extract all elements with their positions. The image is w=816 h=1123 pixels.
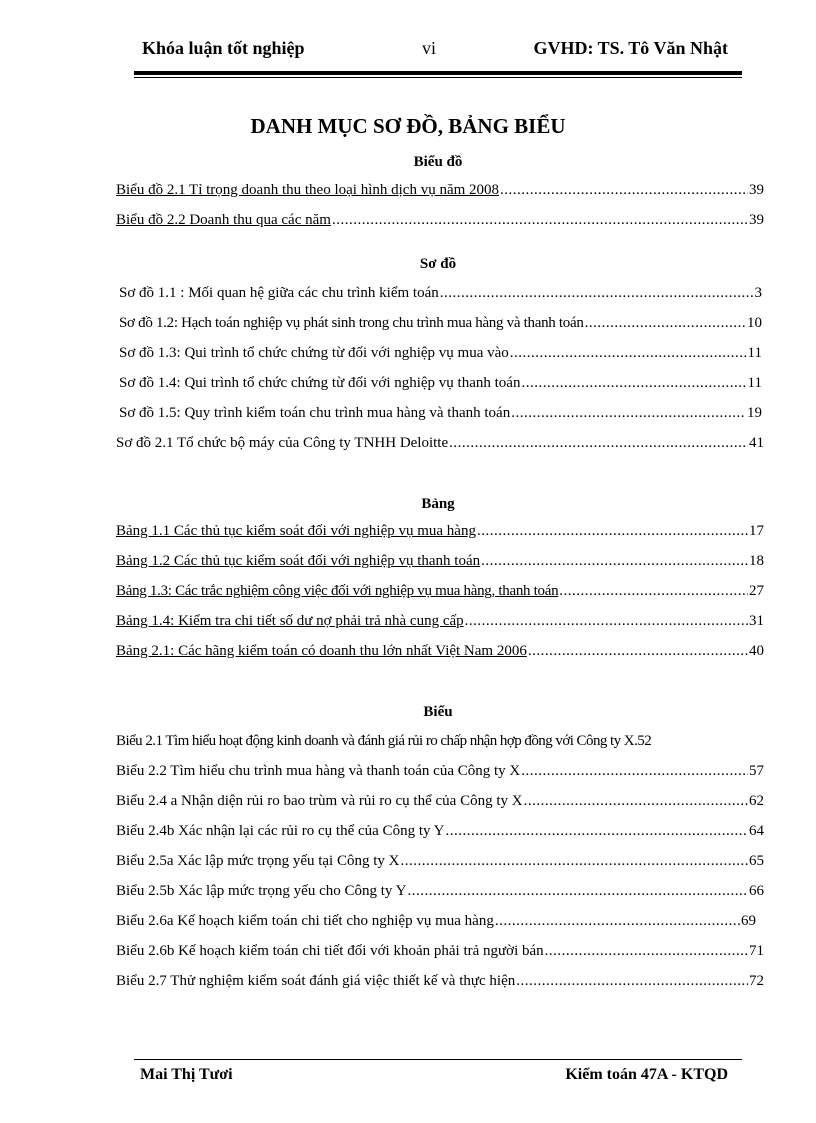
toc-entry-page: 64 <box>749 823 764 839</box>
toc-entry-label: Sơ đồ 1.3: Qui trình tổ chức chứng từ đối với nghiệp vụ mua vào <box>119 345 509 361</box>
toc-entry[interactable] <box>119 405 762 427</box>
toc-leader-dots <box>516 973 748 990</box>
toc-entry[interactable] <box>116 823 764 845</box>
toc-entry-label: Biểu 2.7 Thử nghiệm kiểm soát đánh giá việc thiết kế và thực hiện <box>116 973 516 989</box>
toc-entry-label: Bảng 1.2 Các thủ tục kiểm soát đối với nghiệp vụ thanh toán <box>116 553 481 569</box>
toc-leader-dots <box>521 763 748 780</box>
toc-entry[interactable] <box>116 973 764 995</box>
page-header <box>136 38 736 68</box>
section-heading-bieu: Biểu <box>423 704 453 720</box>
toc-entry[interactable] <box>119 345 762 367</box>
toc-entry-label: Bảng 1.3: Các trắc nghiệm công việc đối với nghiệp vụ mua hàng, thanh toán <box>116 583 559 599</box>
page-title: DANH MỤC SƠ ĐỒ, BẢNG BIỂU <box>250 114 566 138</box>
toc-entry-page: 31 <box>749 613 764 629</box>
toc-leader-dots <box>545 943 748 960</box>
toc-entry-page: 72 <box>749 973 764 989</box>
toc-entry-page: 18 <box>749 553 764 569</box>
toc-entry-label: Sơ đồ 1.5: Quy trình kiểm toán chu trình mua hàng và thanh toán <box>119 405 511 421</box>
footer-author: Mai Thị Tươi <box>140 1066 233 1083</box>
toc-entry[interactable] <box>116 943 764 965</box>
toc-entry-page: 11 <box>747 345 762 361</box>
toc-entry-label: Biểu 2.6a Kế hoạch kiểm toán chi tiết cho nghiệp vụ mua hàng <box>116 913 494 929</box>
toc-entry-label: Bảng 1.1 Các thủ tục kiểm soát đối với nghiệp vụ mua hàng <box>116 523 476 539</box>
toc-leader-dots <box>481 553 748 570</box>
toc-leader-dots <box>446 823 748 840</box>
toc-entry-page: 40 <box>749 643 764 659</box>
toc-entry-label: Sơ đồ 1.2: Hạch toán nghiệp vụ phát sinh trong chu trình mua hàng và thanh toán <box>119 315 584 331</box>
toc-entry[interactable] <box>116 883 764 905</box>
toc-entry-label: Bảng 1.4: Kiểm tra chi tiết số dư nợ phải trả nhà cung cấp <box>116 613 464 629</box>
toc-entry[interactable] <box>116 733 764 755</box>
toc-entry-label: Biểu đồ 2.2 Doanh thu qua các năm <box>116 212 331 228</box>
toc-entry[interactable] <box>116 523 764 545</box>
toc-leader-dots <box>521 375 746 392</box>
toc-entry[interactable] <box>116 435 764 457</box>
footer-rule <box>134 1059 742 1060</box>
toc-entry[interactable] <box>116 212 764 234</box>
toc-entry-label: Biểu 2.6b Kế hoạch kiểm toán chi tiết đối với khoản phải trả người bán <box>116 943 544 959</box>
toc-entry-page: 39 <box>749 212 764 228</box>
header-advisor: GVHD: TS. Tô Văn Nhật <box>533 38 728 58</box>
toc-entry[interactable] <box>116 643 764 665</box>
toc-leader-dots <box>440 285 754 302</box>
toc-entry-label: Biểu 2.2 Tìm hiểu chu trình mua hàng và thanh toán của Công ty X <box>116 763 521 779</box>
toc-leader-dots <box>524 793 748 810</box>
header-thesis-label: Khóa luận tốt nghiệp <box>142 38 305 58</box>
section-heading-so-do: Sơ đồ <box>419 256 457 272</box>
toc-entry-page: 17 <box>749 523 764 539</box>
toc-leader-dots <box>528 643 748 660</box>
toc-leader-dots <box>510 345 747 362</box>
toc-entry[interactable] <box>116 793 764 815</box>
toc-entry[interactable] <box>116 913 756 935</box>
toc-entry-page: 27 <box>749 583 764 599</box>
toc-entry-label: Biểu 2.4 a Nhận diện rủi ro bao trùm và rủi ro cụ thể của Công ty X <box>116 793 523 809</box>
toc-entry-page: 39 <box>749 182 764 198</box>
toc-entry-page: 65 <box>749 853 764 869</box>
toc-entry-label: Sơ đồ 2.1 Tổ chức bộ máy của Công ty TNHH Deloitte <box>116 435 449 451</box>
toc-leader-dots <box>477 523 748 540</box>
toc-entry-page: 57 <box>749 763 764 779</box>
header-rule-thick <box>134 71 742 75</box>
toc-entry-page: 3 <box>754 285 762 301</box>
toc-leader-dots <box>511 405 746 422</box>
section-heading-bieu-do: Biểu đồ <box>413 154 463 170</box>
page-footer <box>136 1066 736 1090</box>
header-rule-thin <box>134 77 742 78</box>
toc-entry-page: 71 <box>749 943 764 959</box>
toc-entry-page: 69 <box>741 913 756 929</box>
toc-entry-page: 62 <box>749 793 764 809</box>
toc-leader-dots <box>465 613 748 630</box>
toc-entry[interactable] <box>119 315 762 337</box>
toc-entry[interactable] <box>116 583 764 605</box>
toc-entry-label: Sơ đồ 1.4: Qui trình tổ chức chứng từ đối với nghiệp vụ thanh toán <box>119 375 521 391</box>
toc-entry-label: Sơ đồ 1.1 : Mối quan hệ giữa các chu trình kiểm toán <box>119 285 439 301</box>
toc-entry[interactable] <box>116 553 764 575</box>
toc-entry-label: Biểu đồ 2.1 Tỉ trọng doanh thu theo loại hình dịch vụ năm 2008 <box>116 182 500 198</box>
toc-leader-dots <box>449 435 748 452</box>
toc-entry-label: Bảng 2.1: Các hãng kiểm toán có doanh thu lớn nhất Việt Nam 2006 <box>116 643 527 659</box>
toc-leader-dots <box>585 315 746 332</box>
header-page-number: vi <box>422 38 437 58</box>
toc-leader-dots <box>495 913 740 930</box>
toc-entry-page: 19 <box>747 405 762 421</box>
toc-entry-label: Biểu 2.5b Xác lập mức trọng yếu cho Công ty Y <box>116 883 407 899</box>
toc-entry-page: 41 <box>749 435 764 451</box>
toc-entry-page: 66 <box>749 883 764 899</box>
section-heading-bang: Bảng <box>421 496 455 512</box>
toc-leader-dots <box>332 212 748 229</box>
toc-leader-dots <box>400 853 748 870</box>
toc-entry[interactable] <box>116 763 764 785</box>
toc-leader-dots <box>559 583 748 600</box>
toc-entry[interactable] <box>119 375 762 397</box>
toc-entry[interactable] <box>116 613 764 635</box>
toc-entry-page: 10 <box>747 315 762 331</box>
toc-entry-page: 11 <box>747 375 762 391</box>
toc-entry-label: Biểu 2.5a Xác lập mức trọng yếu tại Công ty X <box>116 853 400 869</box>
toc-entry[interactable] <box>116 182 764 204</box>
toc-leader-dots <box>500 182 748 199</box>
toc-entry[interactable] <box>116 853 764 875</box>
footer-class: Kiểm toán 47A - KTQD <box>565 1066 728 1083</box>
toc-entry-label: Biểu 2.1 Tìm hiểu hoạt động kinh doanh và đánh giá rủi ro chấp nhận hợp đồng với Công ty X. <box>116 733 638 749</box>
toc-entry[interactable] <box>119 285 762 307</box>
toc-entry-label: Biểu 2.4b Xác nhận lại các rủi ro cụ thể của Công ty Y <box>116 823 445 839</box>
toc-entry-page: 52 <box>637 733 652 749</box>
toc-leader-dots <box>407 883 748 900</box>
